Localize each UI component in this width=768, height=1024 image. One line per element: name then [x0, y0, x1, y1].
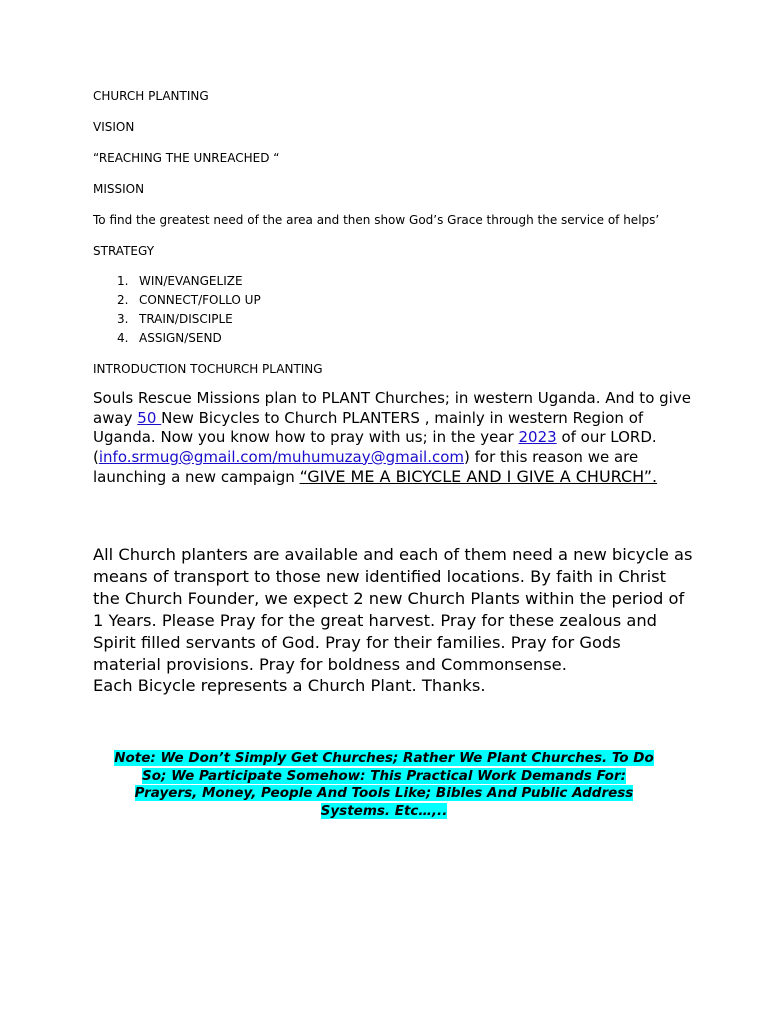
list-item: [93, 272, 261, 291]
list-item-label: ASSIGN/SEND: [139, 331, 222, 345]
body-paragraph: [93, 544, 693, 697]
email-link[interactable]: info.srmug@gmail.com/muhumuzay@gmail.com: [98, 447, 465, 466]
intro-text: of our LORD.: [556, 428, 657, 447]
note-line: Note: We Don’t Simply Get Churches; Rather We Plant Churches. To Do: [114, 750, 654, 766]
intro-paragraph: [93, 389, 693, 488]
strategy-list: [93, 272, 261, 348]
campaign-slogan: “GIVE ME A BICYCLE AND I GIVE A CHURCH”.: [299, 467, 658, 487]
intro-text: ) for this reason we are launching a new campaign: [93, 447, 639, 487]
vision-text: “REACHING THE UNREACHED “: [93, 151, 280, 165]
mission-text: To find the greatest need of the area and then show God’s Grace through the service of helps’: [93, 213, 660, 227]
list-number: 3.: [117, 312, 129, 326]
list-item-label: CONNECT/FOLLO UP: [139, 293, 261, 307]
list-number: 2.: [117, 293, 129, 307]
list-item-label: TRAIN/DISCIPLE: [139, 312, 233, 326]
list-number: 4.: [117, 331, 129, 345]
body-text: All Church planters are available and each of them need a new bicycle as means of transport to those new identified locations. By faith in Christ the Church Founder, we expect 2 new Church Plants within the period of 1 Years. Please Pray for the great harvest. Pray for these zealous and Spirit filled servants of God. Pray for their families. Pray for Gods material provisions. Pray for boldness and Commonsense.: [93, 545, 693, 674]
list-number: 1.: [117, 274, 129, 288]
intro-text: New Bicycles to Church PLANTERS , mainly in western Region of Uganda. Now you know how to pray with us; in the year: [93, 408, 644, 447]
strategy-heading: STRATEGY: [93, 244, 155, 258]
list-item-label: WIN/EVANGELIZE: [139, 274, 243, 288]
year-link[interactable]: 2023: [518, 428, 557, 447]
mission-heading: MISSION: [93, 182, 145, 196]
highlighted-note: [88, 750, 680, 820]
document-title: CHURCH PLANTING: [93, 89, 209, 103]
closing-text: Each Bicycle represents a Church Plant. Thanks.: [93, 676, 486, 696]
vision-heading: VISION: [93, 120, 135, 134]
note-line: So; We Participate Somehow: This Practical Work Demands For:: [141, 767, 627, 784]
list-item: [93, 310, 261, 329]
note-line: Prayers, Money, People And Tools Like; Bibles And Public Address: [134, 785, 634, 802]
intro-text: Souls Rescue Missions plan to PLANT Churches; in western Uganda. And to give away: [93, 389, 691, 427]
note-line: Systems. Etc…,..: [320, 802, 448, 819]
list-item: [93, 329, 261, 348]
list-item: [93, 291, 261, 310]
intro-heading: INTRODUCTION TOCHURCH PLANTING: [93, 362, 323, 376]
bicycle-count-link[interactable]: 50: [137, 408, 162, 427]
intro-text: (: [93, 447, 99, 466]
